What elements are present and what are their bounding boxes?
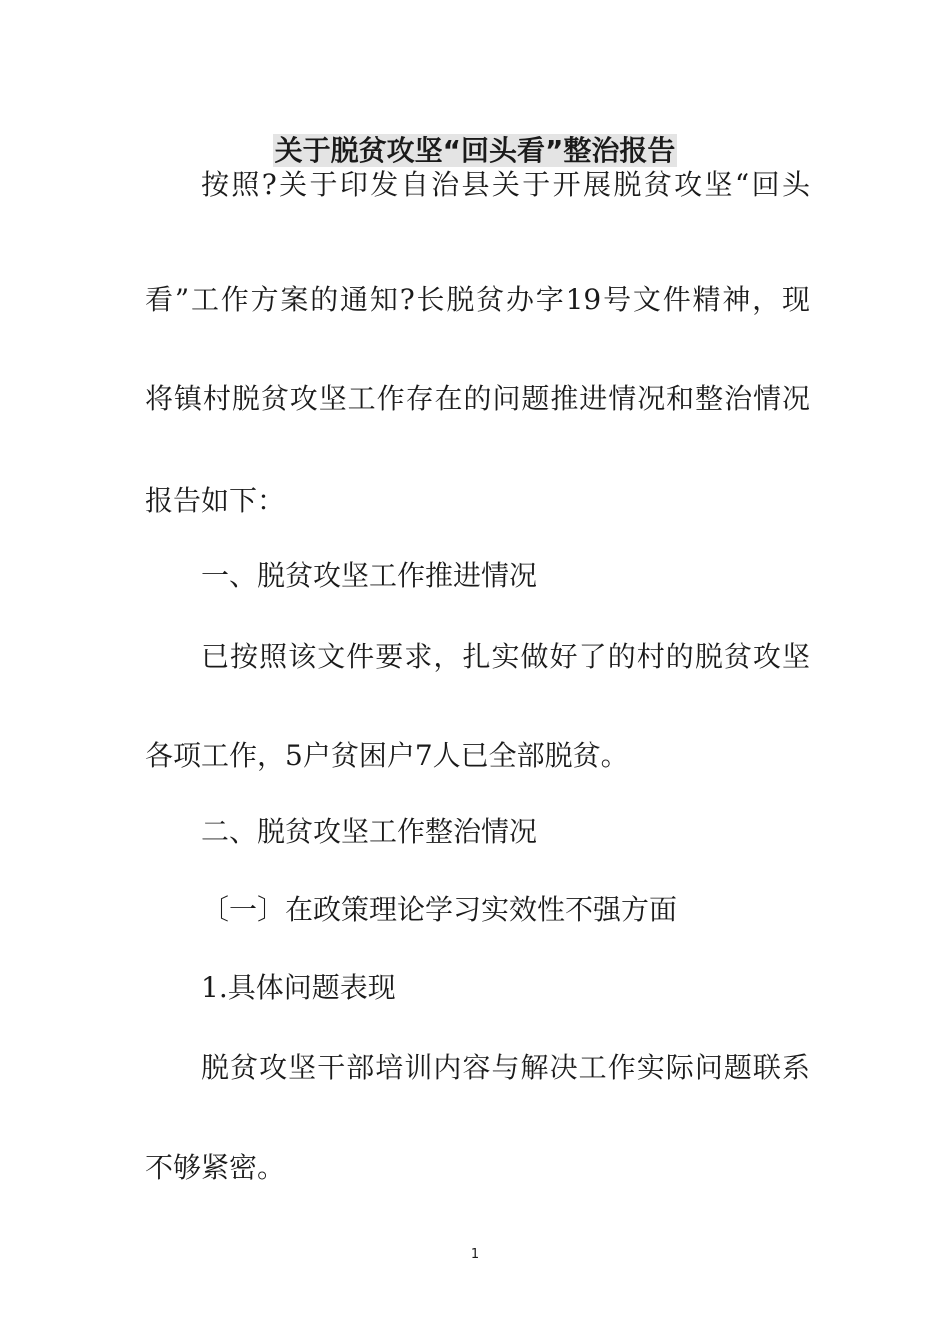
paragraph-line: 报告如下： (145, 484, 286, 517)
paragraph-line: 各项工作，5户贫困户7人已全部脱贫。 (145, 739, 629, 772)
paragraph-line: 不够紧密。 (145, 1151, 286, 1184)
paragraph-line: 将镇村脱贫攻坚工作存在的问题推进情况和整治情况 (145, 382, 810, 415)
document-title-text: 关于脱贫攻坚“回头看”整治报告 (274, 134, 676, 167)
page-number: 1 (470, 1247, 480, 1262)
paragraph-line: 看”工作方案的通知?长脱贫办字19号文件精神，现 (145, 283, 810, 316)
paragraph-line: 按照?关于印发自治县关于开展脱贫攻坚“回头 (201, 168, 810, 201)
subsection-heading: 〔一〕在政策理论学习实效性不强方面 (201, 893, 678, 926)
section-heading: 一、脱贫攻坚工作推进情况 (201, 559, 538, 592)
paragraph-line: 已按照该文件要求，扎实做好了的村的脱贫攻坚 (201, 640, 810, 673)
section-heading: 二、脱贫攻坚工作整治情况 (201, 815, 538, 848)
paragraph-line: 脱贫攻坚干部培训内容与解决工作实际问题联系 (201, 1051, 810, 1084)
item-heading: 1.具体问题表现 (201, 971, 396, 1004)
